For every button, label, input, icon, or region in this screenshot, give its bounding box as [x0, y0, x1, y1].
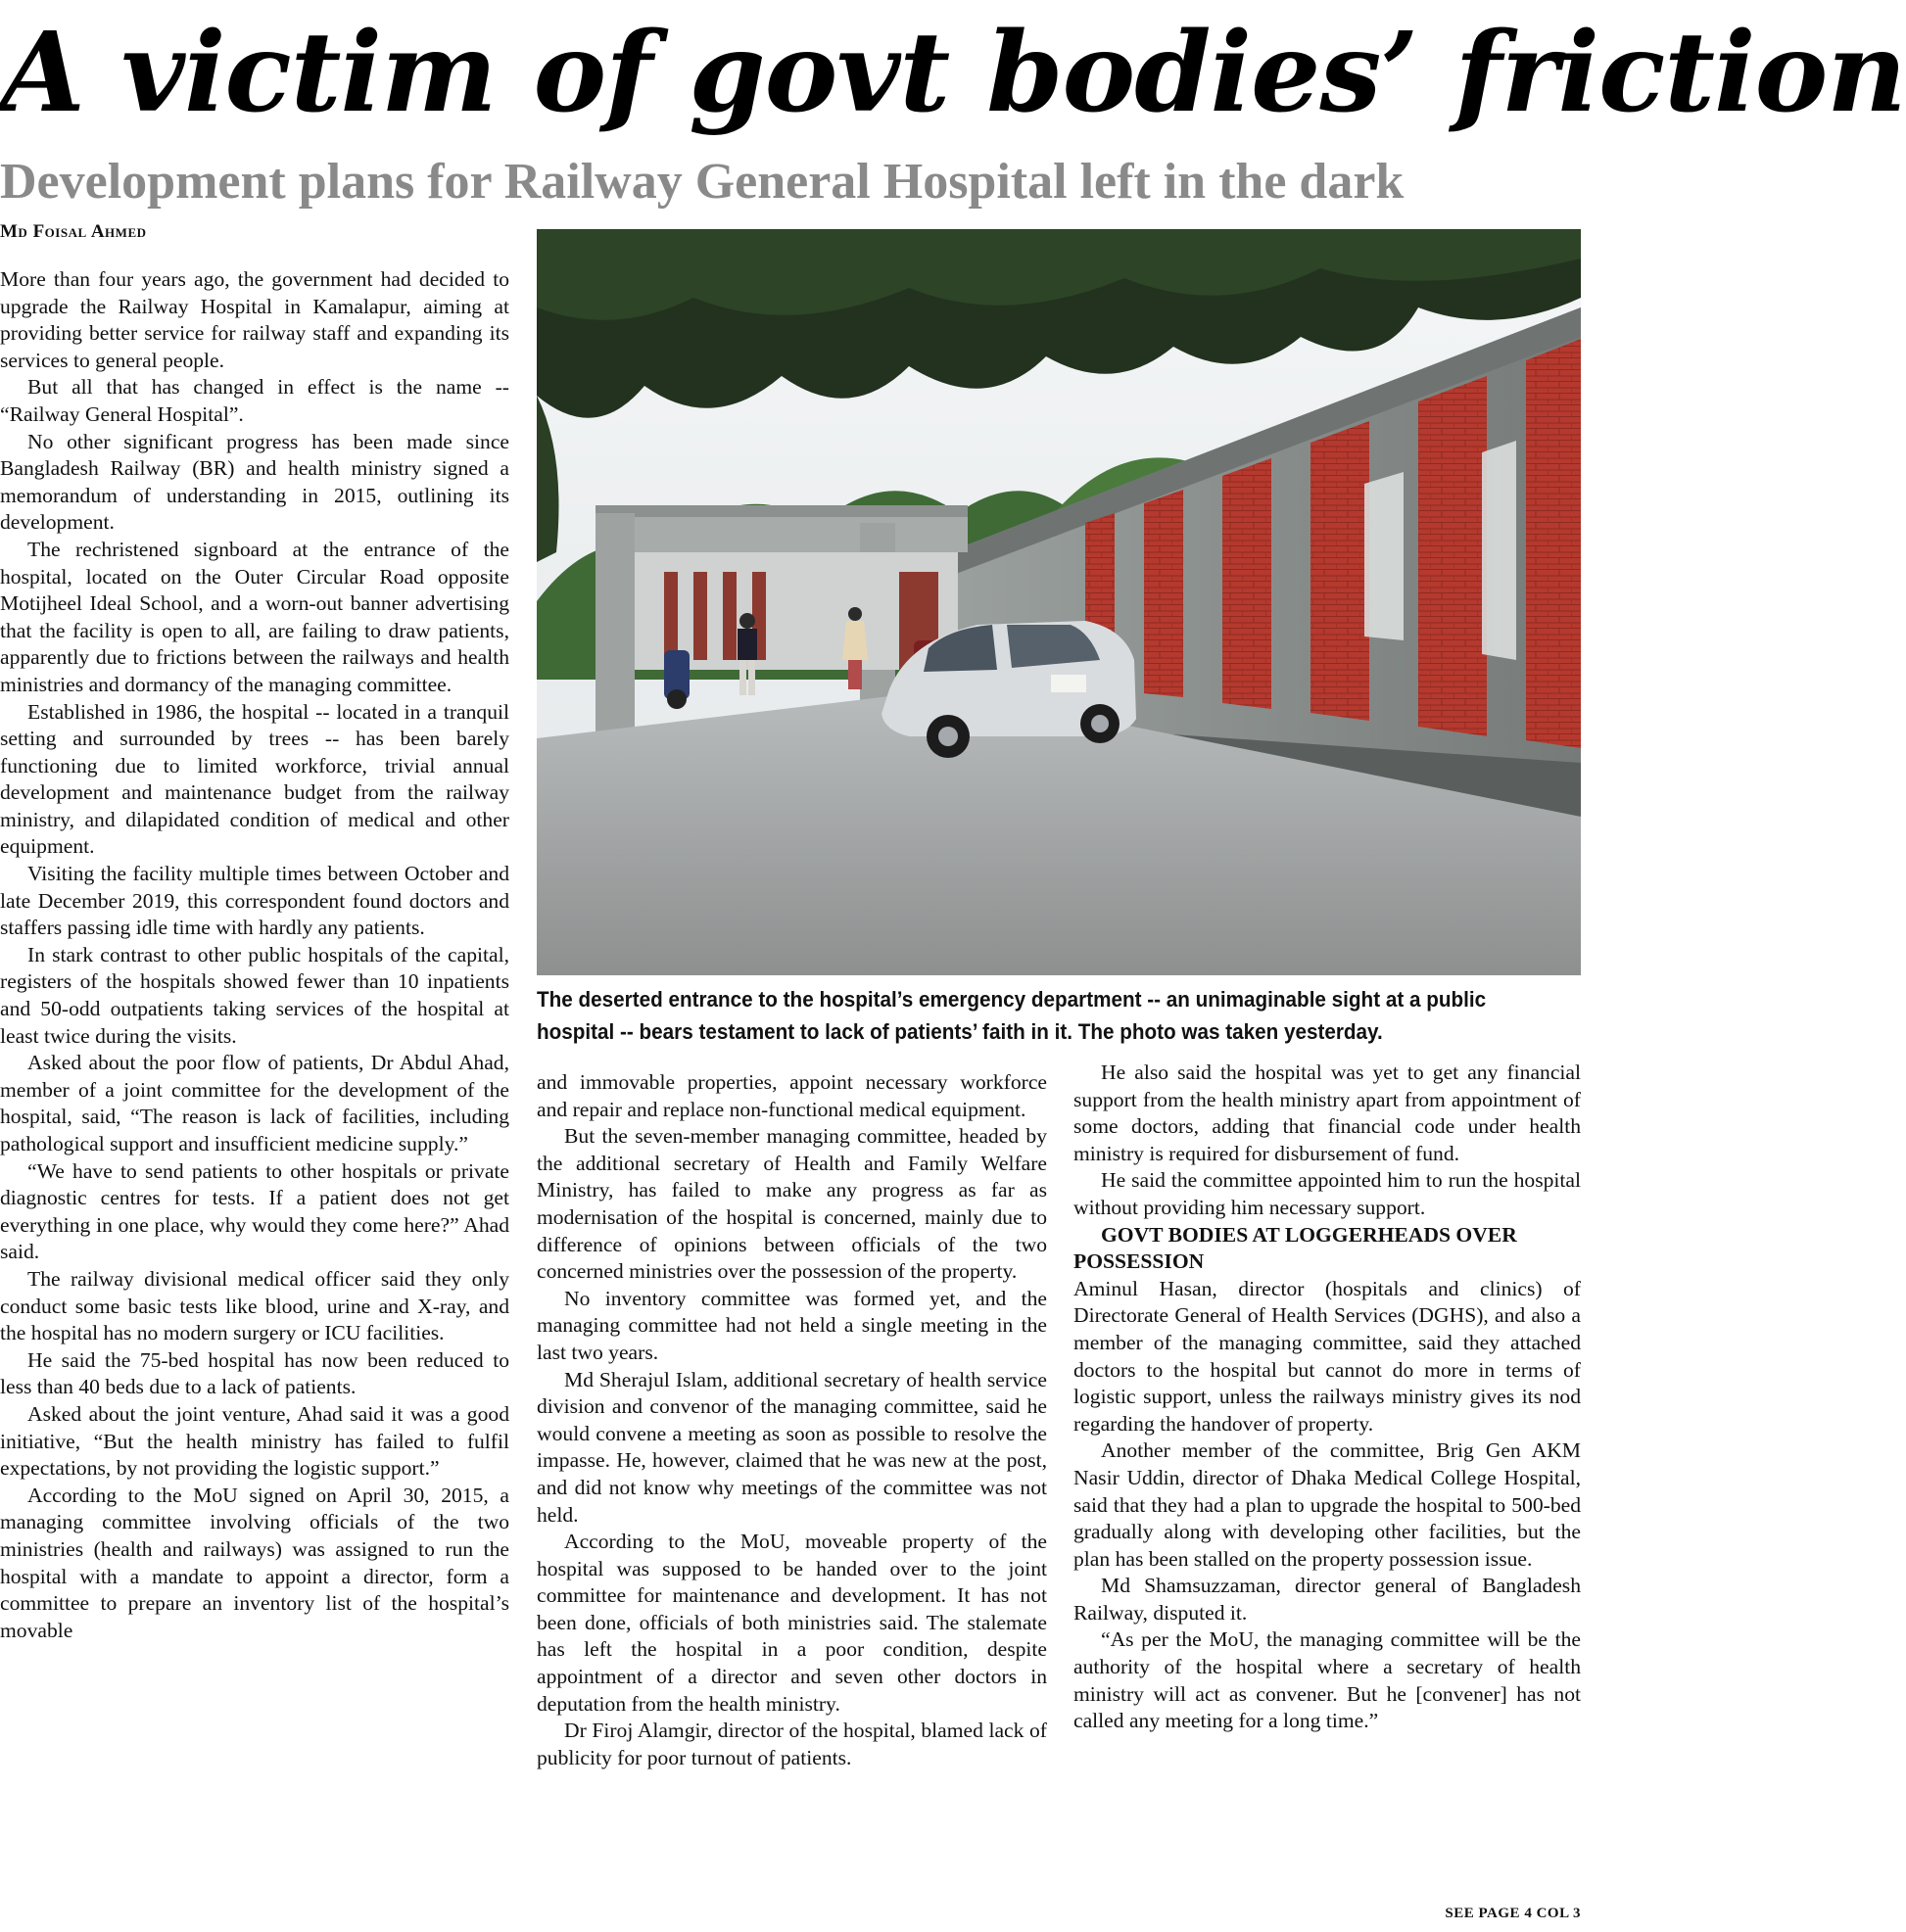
paragraph: According to the MoU signed on April 30, 2015, a managing committee involving officials of the two ministries (health and railways) was assigned to run the hospital with a mandate to appoint a director, form a committee to prepare an inventory list of the hospital’s movable — [0, 1483, 509, 1642]
photo-caption: The deserted entrance to the hospital’s emergency department -- an unimaginable sight at a public hospital -- bears testament to lack of patients’ faith in it. The photo was taken yesterday. — [537, 987, 1487, 1044]
paragraph: Md Sherajul Islam, additional secretary of health service division and convenor of the managing committee, said he would convene a meeting as soon as possible to resolve the impasse. He, however, claimed that he was new at the post, and did not know why meetings of the committee was not held. — [537, 1367, 1047, 1527]
section-subheading: GOVT BODIES AT LOGGERHEADS OVER POSSESSION — [1073, 1222, 1517, 1274]
paragraph: The railway divisional medical officer said they only conduct some basic tests like blood, urine and X-ray, and the hospital has no modern surgery or ICU facilities. — [0, 1266, 509, 1345]
paragraph: No other significant progress has been made since Bangladesh Railway (BR) and health ministry signed a memorandum of understanding in 2015, outlining its development. — [0, 429, 509, 535]
subheadline: Development plans for Railway General Hospital left in the dark — [0, 154, 1405, 210]
photo-illustration — [537, 229, 1581, 975]
paragraph: Visiting the facility multiple times between October and late December 2019, this correspondent found doctors and staffers passing idle time with hardly any patients. — [0, 862, 509, 940]
paragraph: He said the 75-bed hospital has now been reduced to less than 40 beds due to a lack of patients. — [0, 1347, 509, 1399]
paragraph: He also said the hospital was yet to get any financial support from the health ministry apart from appointment of some doctors, adding that financial code under health ministry is required for disbursement of fund. — [1073, 1060, 1581, 1165]
paragraph: “As per the MoU, the managing committee will be the authority of the hospital where a secretary of health ministry will act as convener. But he [convener] has not called any meeting for a long time.” — [1073, 1627, 1581, 1733]
article-column-2 — [537, 1069, 1047, 1932]
paragraph: Established in 1986, the hospital -- located in a tranquil setting and surrounded by trees -- has been barely functioning due to limited workforce, trivial annual development and maintenance budget from the railway ministry, and dilapidated condition of medical and other equipment. — [0, 699, 509, 859]
headline: A victim of govt bodies’ friction — [0, 9, 1906, 137]
byline: Md Foisal Ahmed — [0, 221, 147, 242]
paragraph: But all that has changed in effect is the name -- “Railway General Hospital”. — [0, 375, 509, 426]
paragraph: Asked about the joint venture, Ahad said it was a good initiative, “But the health ministry has failed to fulfil expectations, by not providing the logistic support.” — [0, 1401, 509, 1481]
paragraph: Dr Firoj Alamgir, director of the hospital, blamed lack of publicity for poor turnout of patients. — [537, 1719, 1047, 1769]
paragraph: Asked about the poor flow of patients, Dr Abdul Ahad, member of a joint committee for the development of the hospital, said, “The reason is lack of facilities, including pathological support and insufficient medicine supply.” — [0, 1051, 509, 1155]
article-column-3 — [1073, 1060, 1581, 1906]
paragraph: In stark contrast to other public hospitals of the capital, registers of the hospitals showed fewer than 10 inpatients and 50-odd outpatients taking services of the hospital at least twice during the visits. — [0, 942, 509, 1048]
continued-on-page-link[interactable]: SEE PAGE 4 COL 3 — [1445, 1906, 1581, 1921]
paragraph: No inventory committee was formed yet, and the managing committee had not held a single meeting in the last two years. — [537, 1286, 1047, 1364]
paragraph: He said the committee appointed him to run the hospital without providing him necessary support. — [1073, 1168, 1581, 1219]
paragraph: More than four years ago, the government had decided to upgrade the Railway Hospital in Kamalapur, aiming at providing better service for railway staff and expanding its services to general people. — [0, 267, 509, 372]
paragraph: Md Shamsuzzaman, director general of Bangladesh Railway, disputed it. — [1073, 1574, 1581, 1625]
article-column-1 — [0, 266, 509, 1932]
paragraph: “We have to send patients to other hospitals or private diagnostic centres for tests. If a patient does not get everything in one place, why would they come here?” Ahad said. — [0, 1158, 509, 1264]
paragraph: Aminul Hasan, director (hospitals and clinics) of Directorate General of Health Services (DGHS), and also a member of the managing committee, said they attached doctors to the hospital but cannot do more in terms of logistic support, unless the railways ministry gives its nod regarding the handover of property. — [1073, 1276, 1581, 1436]
paragraph: But the seven-member managing committee, headed by the additional secretary of Health and Family Welfare Ministry, has failed to make any progress as far as modernisation of the hospital is concerned, mainly due to difference of opinions between officials of the two concerned ministries over the possession of the property. — [537, 1124, 1047, 1284]
paragraph: Another member of the committee, Brig Gen AKM Nasir Uddin, director of Dhaka Medical College Hospital, said that they had a plan to upgrade the hospital to 500-bed gradually along with developing other facilities, but the plan has been stalled on the property possession issue. — [1073, 1438, 1581, 1571]
paragraph: According to the MoU, moveable property of the hospital was supposed to be handed over to the joint committee for maintenance and development. It has not been done, officials of both ministries said. The stalemate has left the hospital in a poor condition, despite appointment of a director and seven other doctors in deputation from the health ministry. — [537, 1530, 1047, 1716]
paragraph: The rechristened signboard at the entrance of the hospital, located on the Outer Circular Road opposite Motijheel Ideal School, and a worn-out banner advertising that the facility is open to all, are failing to draw patients, apparently due to frictions between the railways and health ministries and dormancy of the managing committee. — [0, 537, 509, 696]
hospital-entrance-photo — [537, 229, 1581, 975]
paragraph: and immovable properties, appoint necessary workforce and repair and replace non-functional medical equipment. — [537, 1070, 1047, 1121]
